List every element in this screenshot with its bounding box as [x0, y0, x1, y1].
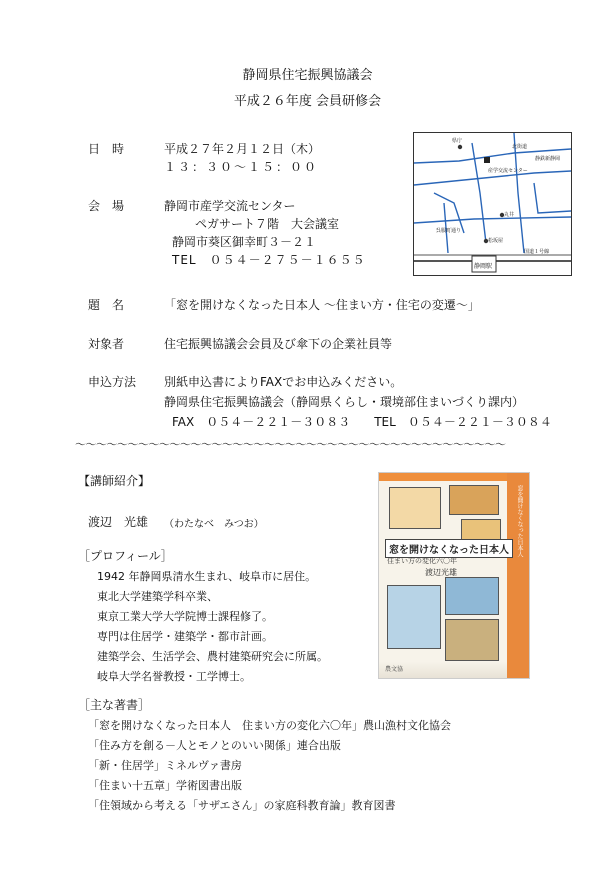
profile-line: 岐阜大学名誉教授・工学博士。 [97, 670, 251, 683]
theme-label: 題 名 [88, 298, 125, 312]
lecturer-name: 渡辺 光雄 [88, 515, 149, 529]
date-line-1: 平成２７年２月１２日（木） [164, 142, 321, 156]
apply-line-2: 静岡県住宅振興協議会（静岡県くらし・環境部住まいづくり課内） [164, 395, 525, 409]
cover-house-illustration [445, 619, 499, 661]
profile-line: 東京工業大学大学院博士課程修了。 [97, 610, 273, 623]
theme-text: 「窓を開けなくなった日本人 ～住まい方・住宅の変遷～」 [164, 298, 480, 312]
cover-subtitle: 住まい方の変化六〇年 [387, 557, 457, 565]
lecturer-reading: （わたなべ みつお） [164, 519, 264, 530]
date-label: 日 時 [88, 142, 125, 156]
cover-top-band [379, 473, 507, 481]
cover-author: 渡辺光雄 [425, 568, 457, 577]
lecturer-section-heading: 【講師紹介】 [78, 474, 151, 488]
map-label-marui: 丸井 [504, 212, 515, 218]
apply-line-1: 別紙申込書によりFAXでお申込みください。 [164, 375, 403, 389]
cover-publisher: 農文協 [385, 666, 404, 673]
cover-people-illustration [387, 585, 441, 649]
cover-spine-title: 窓を開けなくなった日本人 [516, 485, 523, 557]
map-label-street: 呉服町通り [436, 228, 462, 234]
venue-line-1: 静岡市産学交流センター [164, 199, 296, 213]
event-title: 平成２６年度 会員研修会 [233, 94, 382, 109]
map-label-station-shinshizuoka: 静鉄新静岡 [535, 156, 561, 162]
work-item: 「窓を開けなくなった日本人 住まい方の変化六〇年」農山漁村文化協会 [88, 719, 451, 732]
work-item: 「住領域から考える「サザエさん」の家庭科教育論」教育図書 [88, 799, 396, 812]
map-label-prefecture-office: 県庁 [452, 138, 463, 144]
cover-house-illustration [389, 487, 441, 529]
profile-line: 1942 年静岡県清水生まれ、岐阜市に居住。 [97, 570, 317, 583]
date-line-2: １３：３０～１５：００ [164, 160, 319, 174]
cover-house-illustration [449, 485, 499, 515]
map-label-matsuzakaya: 松坂屋 [488, 238, 504, 244]
wavy-divider: ～～～～～～～～～～～～～～～～～～～～～～～～～～～～～～～～～～～～～～～～～ [75, 438, 506, 451]
map-label-road: 北街道 [512, 144, 528, 150]
profile-heading: ［プロフィール］ [78, 549, 173, 563]
map-label-route1: 国道１号線 [524, 249, 550, 255]
apply-contact: FAX ０５４－２２１－３０８３ TEL ０５４－２２１－３０８４ [172, 415, 552, 429]
cover-title: 窓を開けなくなった日本人 [385, 539, 513, 558]
target-label: 対象者 [88, 337, 125, 351]
venue-tel: TEL ０５４－２７５－１６５５ [172, 253, 366, 267]
profile-line: 専門は住居学・建築学・都市計画。 [97, 630, 273, 643]
work-item: 「新・住居学」ミネルヴァ書房 [88, 759, 242, 772]
works-heading: ［主な著書］ [78, 698, 151, 712]
profile-line: 建築学会、生活学会、農村建築研究会に所属。 [97, 650, 328, 663]
venue-label: 会 場 [88, 199, 125, 213]
cover-house-illustration [445, 577, 499, 615]
organization-title: 静岡県住宅振興協議会 [242, 68, 373, 83]
venue-map [413, 132, 572, 276]
map-label-venue: 産学交流センター [488, 168, 528, 174]
work-item: 「住まい十五章」学術図書出版 [88, 779, 242, 792]
work-item: 「住み方を創る－人とモノとのいい関係」連合出版 [88, 739, 341, 752]
profile-line: 東北大学建築学科卒業、 [97, 590, 218, 603]
book-cover-image [378, 472, 530, 679]
map-label-shizuoka-station: 静岡駅 [474, 263, 493, 270]
venue-address: 静岡市葵区御幸町３－２１ [172, 235, 317, 249]
venue-line-2: ペガサート７階 大会議室 [195, 217, 340, 231]
target-text: 住宅振興協議会会員及び傘下の企業社員等 [164, 337, 393, 351]
apply-label: 申込方法 [88, 375, 137, 389]
